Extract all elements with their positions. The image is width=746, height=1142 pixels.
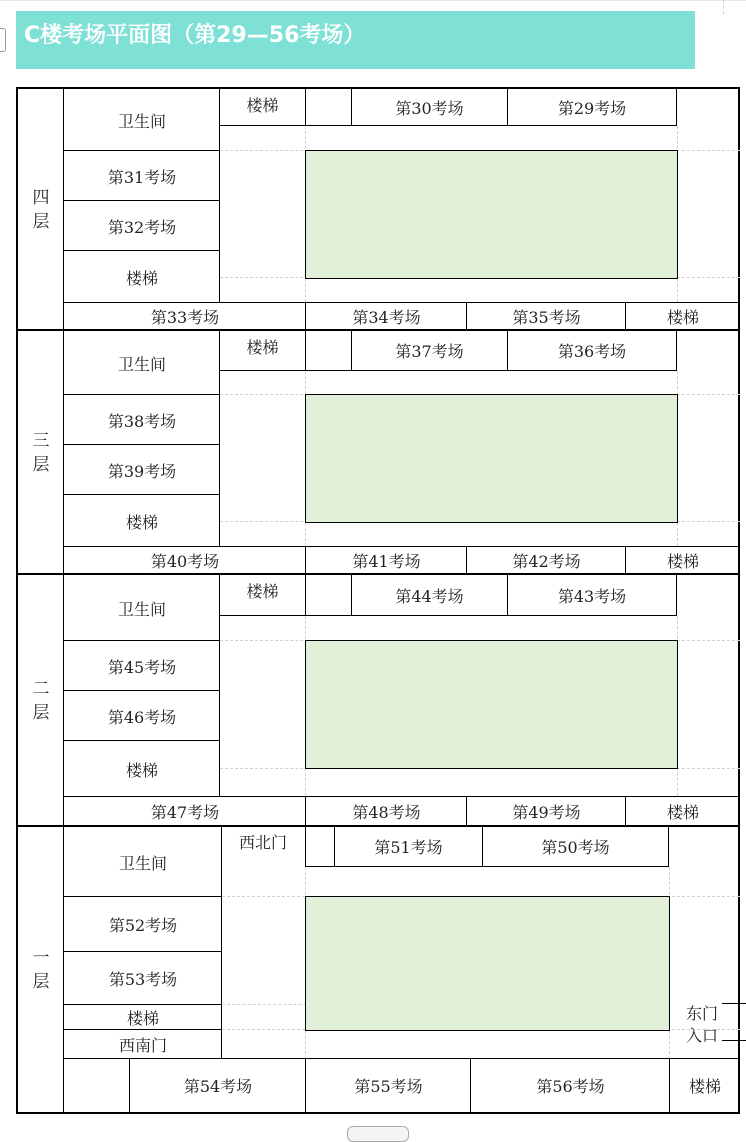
courtyard	[305, 640, 678, 769]
floor-label: 三 层	[32, 430, 50, 475]
corridor-segment	[305, 574, 352, 616]
exam-room-39: 第39考场	[63, 444, 220, 495]
exam-room-40: 第40考场	[63, 546, 306, 574]
exam-room-48: 第48考场	[305, 796, 467, 826]
north-stairs: 楼梯	[219, 330, 306, 371]
scroll-handle[interactable]	[347, 1126, 409, 1142]
toilet: 卫生间	[63, 827, 222, 897]
exam-room-37: 第37考场	[351, 330, 508, 371]
exam-room-32: 第32考场	[63, 200, 220, 251]
toilet: 卫生间	[63, 575, 220, 641]
exam-room-56: 第56考场	[470, 1058, 670, 1112]
floor-3	[16, 329, 740, 574]
page-title: C楼考场平面图（第29—56考场）	[16, 11, 695, 69]
exam-room-54: 第54考场	[129, 1058, 306, 1112]
exam-room-49: 第49考场	[466, 796, 626, 826]
exam-room-55: 第55考场	[305, 1058, 471, 1112]
south-corner-cell	[63, 1058, 130, 1112]
exam-room-52: 第52考场	[63, 896, 222, 952]
exam-room-42: 第42考场	[466, 546, 626, 574]
exam-room-43: 第43考场	[507, 574, 677, 616]
floor-1	[16, 825, 740, 1114]
exam-room-38: 第38考场	[63, 394, 220, 445]
floor-label: 二 层	[32, 678, 50, 723]
exam-room-36: 第36考场	[507, 330, 677, 371]
exam-room-46: 第46考场	[63, 690, 220, 741]
courtyard	[305, 394, 678, 523]
floor-label: 四 层	[32, 187, 50, 232]
exam-room-34: 第34考场	[305, 302, 467, 330]
exam-room-44: 第44考场	[351, 574, 508, 616]
exam-room-31: 第31考场	[63, 150, 220, 201]
west-stairs: 楼梯	[63, 740, 220, 797]
east-stairs: 楼梯	[625, 546, 740, 574]
exam-room-35: 第35考场	[466, 302, 626, 330]
west-stairs: 楼梯	[63, 1004, 222, 1030]
exam-room-33: 第33考场	[63, 302, 306, 330]
exam-room-41: 第41考场	[305, 546, 467, 574]
courtyard	[305, 896, 670, 1031]
corridor-segment	[305, 330, 352, 371]
exam-room-53: 第53考场	[63, 951, 222, 1005]
exam-room-29: 第29考场	[507, 88, 677, 126]
toilet: 卫生间	[63, 89, 220, 151]
east-stairs: 楼梯	[669, 1058, 740, 1112]
exam-room-47: 第47考场	[63, 796, 306, 826]
toilet: 卫生间	[63, 331, 220, 395]
entrance-arrow	[722, 1003, 746, 1004]
exam-room-51: 第51考场	[334, 826, 483, 867]
courtyard	[305, 150, 678, 279]
north-stairs: 楼梯	[219, 574, 306, 616]
east-stairs: 楼梯	[625, 302, 740, 330]
exam-room-30: 第30考场	[351, 88, 508, 126]
page-margin-guide	[723, 0, 725, 14]
southwest-gate: 西南门	[63, 1029, 222, 1059]
floor-label: 一 层	[32, 947, 50, 992]
entrance-arrow	[722, 1040, 746, 1041]
west-stairs: 楼梯	[63, 494, 220, 547]
corridor-segment	[305, 826, 335, 867]
floor-2	[16, 573, 740, 826]
west-stairs: 楼梯	[63, 250, 220, 303]
exam-room-50: 第50考场	[482, 826, 669, 867]
page-top-rule	[0, 0, 746, 1]
east-gate: 东门 入口	[686, 1004, 719, 1045]
north-stairs: 楼梯	[219, 88, 306, 126]
corridor-segment	[305, 88, 352, 126]
northwest-gate: 西北门	[221, 826, 306, 867]
floor-4	[16, 87, 740, 330]
exam-room-45: 第45考场	[63, 640, 220, 691]
east-stairs: 楼梯	[625, 796, 740, 826]
page-corner-marker	[0, 28, 6, 52]
